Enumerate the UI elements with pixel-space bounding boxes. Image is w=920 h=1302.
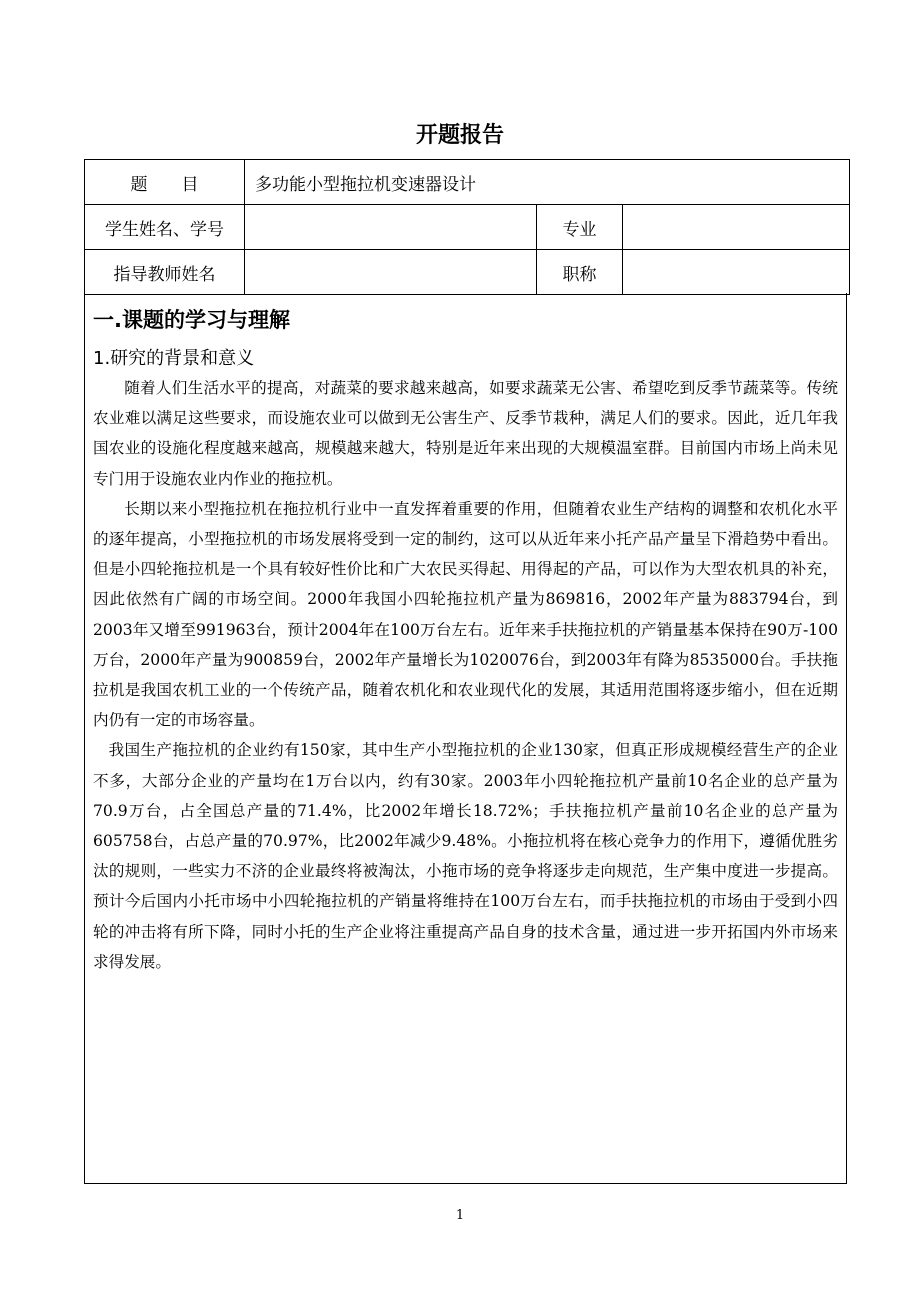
paragraph-1: 随着人们生活水平的提高，对蔬菜的要求越来越高，如要求蔬菜无公害、希望吃到反季节蔬菜等。传统农业难以满足这些要求，而设施农业可以做到无公害生产、反季节栽种，满足人们的要求。因此，近几年我国农业的设施化程度越来越高，规模越来越大，特别是近年来出现的大规模温室群。目前国内市场上尚未见专门用于设施农业内作业的拖拉机。 — [93, 379, 838, 488]
section-subheading: 1.研究的背景和意义 — [93, 348, 255, 369]
advisor-row — [85, 250, 850, 295]
major-value — [623, 205, 850, 250]
section-heading: 一.课题的学习与理解 — [93, 308, 290, 332]
section-body — [84, 293, 847, 1184]
info-table — [84, 159, 850, 295]
report-title: 开题报告 — [415, 123, 504, 148]
paragraph-3: 我国生产拖拉机的企业约有150家，其中生产小型拖拉机的企业130家，但真正形成规模经营生产的企业不多，大部分企业的产量均在1万台以内，约有30家。2003年小四轮拖拉机产量前10名企业的总产量为70.9万台，占全国总产量的71.4%，比2002年增长18.72%；手扶拖拉机产量前10名企业的总产量为605758台，占总产量的70.97%，比2002年减少9.48%。小拖拉机将在核心竞争力的作用下，遵循优胜劣汰的规则，一些实力不济的企业最终将被淘汰，小拖市场的竞争将逐步走向规范，生产集中度进一步提高。预计今后国内小托市场中小四轮拖拉机的产销量将维持在100万台左右，而手扶拖拉机的市场由于受到小四轮的冲击将有所下降，同时小托的生产企业将注重提高产品自身的技术含量，通过进一步开拓国内外市场来求得发展。 — [93, 741, 838, 971]
page-number: 1 — [455, 1208, 465, 1223]
advisor-label: 指导教师姓名 — [85, 250, 245, 295]
advisor-value — [245, 250, 537, 295]
topic-row — [85, 160, 850, 205]
major-label: 专业 — [537, 205, 623, 250]
student-row — [85, 205, 850, 250]
topic-value: 多功能小型拖拉机变速器设计 — [245, 160, 850, 205]
paragraph-2: 长期以来小型拖拉机在拖拉机行业中一直发挥着重要的作用，但随着农业生产结构的调整和农机化水平的逐年提高，小型拖拉机的市场发展将受到一定的制约，这可以从近年来小托产品产量呈下滑趋势中看出。但是小四轮拖拉机是一个具有较好性价比和广大农民买得起、用得起的产品，可以作为大型农机具的补充，因此依然有广阔的市场空间。2000年我国小四轮拖拉机产量为869816，2002年产量为883794台，到2003年又增至991963台，预计2004年在100万台左右。近年来手扶拖拉机的产销量基本保持在90万-100万台，2000年产量为900859台，2002年产量增长为1020076台，到2003年有降为8535000台。手扶拖拉机是我国农机工业的一个传统产品，随着农机化和农业现代化的发展，其适用范围将逐步缩小，但在近期内仍有一定的市场容量。 — [93, 499, 838, 730]
topic-label: 题 目 — [85, 160, 245, 205]
rank-label: 职称 — [537, 250, 623, 295]
student-value — [245, 205, 537, 250]
rank-value — [623, 250, 850, 295]
student-label: 学生姓名、学号 — [85, 205, 245, 250]
